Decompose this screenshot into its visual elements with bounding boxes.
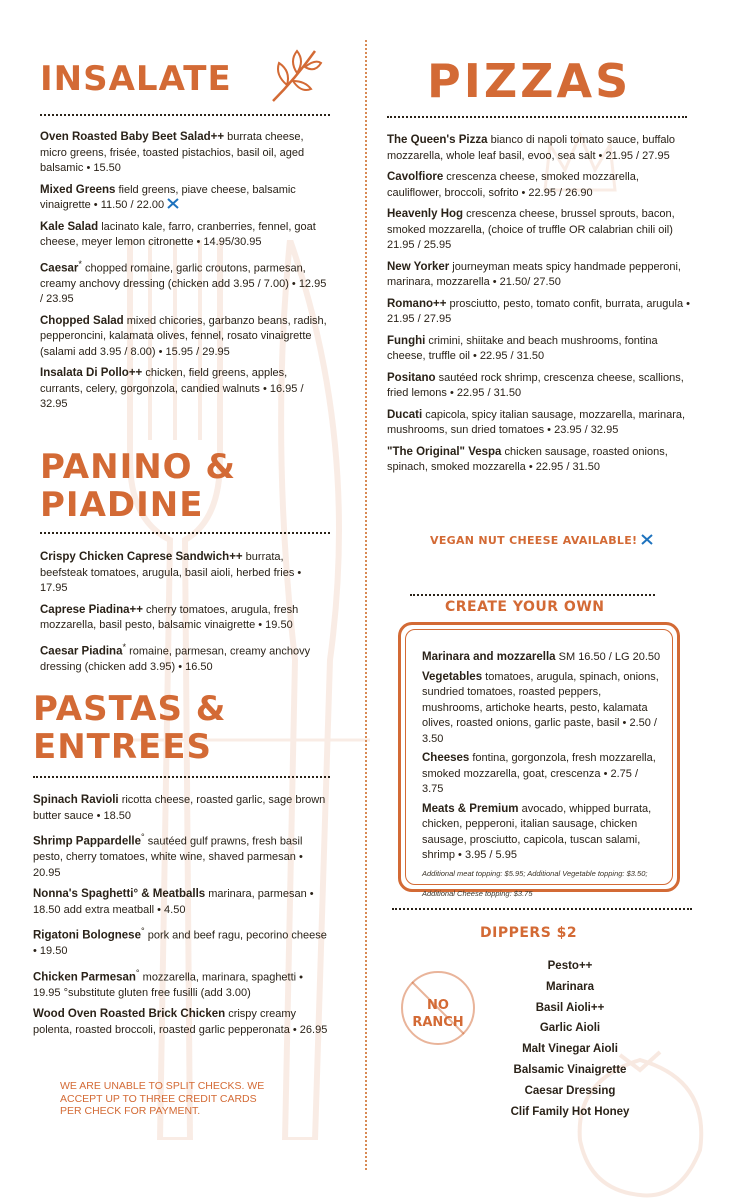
vegan-fork-knife-icon [641,534,653,545]
title-line: PASTAS & [33,689,227,729]
dipper-item: Basil Aioli++ [535,1001,605,1014]
title-line: PANINO & [40,447,237,487]
pizzas-list [387,133,692,482]
menu-item: Shrimp Pappardelle° sautéed gulf prawns, fresh basil pesto, cherry tomatoes, white wine, shaved parmesan • 20.95 [33,832,303,879]
title-line: ENTREES [33,727,212,767]
vegan-fork-knife-icon [167,198,179,209]
dipper-item: Clif Family Hot Honey [510,1105,630,1118]
menu-item: Heavenly Hog crescenza cheese, brussel sprouts, bacon, smoked mozzarella, (choice of truffle OR calabrian chili oil) 21.95 / 25.95 [387,208,675,251]
dipper-item: Malt Vinegar Aioli [522,1043,618,1056]
menu-item: Ducati capicola, spicy italian sausage, mozzarella, marinara, mushrooms, sun dried tomatoes • 23.95 / 32.95 [387,408,686,436]
payment-notice: WE ARE UNABLE TO SPLIT CHECKS. WE ACCEPT UP TO THREE CREDIT CARDS PER CHECK FOR PAYMENT. [60,1080,265,1117]
insalate-list [40,130,330,419]
section-title-insalate: INSALATE [40,59,232,99]
menu-item: Positano sautéed rock shrimp, crescenza cheese, scallions, fried lemons • 22.95 / 31.50 [387,371,684,399]
menu-item: The Queen's Pizza bianco di napoli tomato sauce, buffalo mozzarella, whole leaf basil, evoo, sea salt • 21.95 / 27.95 [387,134,676,162]
menu-item: Chicken Parmesan° mozzarella, marinara, spaghetti • 19.95 °substitute gluten free fusilli (add 3.00) [33,967,304,999]
column-divider [365,40,367,1170]
menu-item: Spinach Ravioli ricotta cheese, roasted garlic, sage brown butter sauce • 18.50 [33,794,326,822]
title-line: PIADINE [40,485,204,525]
menu-item: Meats & Premium avocado, whipped burrata, chicken, pepperoni, italian sausage, chicken sausage, prosciutto, capicola, tuscan salami, shrimp • 3.95 / 5.95 [422,802,652,861]
dipper-item: Caesar Dressing [524,1084,616,1097]
section-title-create: CREATE YOUR OWN [445,599,605,615]
dipper-item: Garlic Aioli [539,1022,601,1035]
menu-item: Nonna's Spaghetti° & Meatballs marinara, parmesan • 18.50 add extra meatball • 4.50 [33,888,314,916]
dipper-item: Pesto++ [547,960,593,972]
section-title-panino [40,448,236,524]
dippers-list [495,956,645,1122]
section-divider [410,594,655,596]
herb-icon [265,45,325,105]
section-divider [40,114,330,116]
menu-item: Insalata Di Pollo++ chicken, field greens, apples, currants, celery, gorgonzola, candied walnuts • 16.95 / 32.95 [40,367,304,411]
menu-item: Rigatoni Bolognese° pork and beef ragu, pecorino cheese • 19.50 [33,926,327,958]
menu-item: Caprese Piadina++ cherry tomatoes, arugula, fresh mozzarella, basil pesto, balsamic vinaigrette • 19.50 [40,603,299,631]
menu-item: Kale Salad lacinato kale, farro, cranberries, fennel, goat cheese, meyer lemon citronette • 14.95/30.95 [40,220,316,248]
menu-item: "The Original" Vespa chicken sausage, roasted onions, spinach, smoked mozzarella • 22.95 / 31.50 [387,445,668,473]
topping-note: Additional Cheese topping: $3.75 [422,888,533,898]
menu-item: Caesar* chopped romaine, garlic croutons, parmesan, creamy anchovy dressing (chicken add 3.95 / 7.00) • 12.95 / 23.95 [40,258,327,306]
vegan-note: VEGAN NUT CHEESE AVAILABLE! [430,534,653,547]
menu-item: Oven Roasted Baby Beet Salad++ burrata cheese, micro greens, frisée, toasted pistachios, basil oil, aged balsamic • 15.50 [40,131,305,174]
menu-item: Marinara and mozzarella SM 16.50 / LG 20.50 [422,651,661,663]
section-title-dippers: DIPPERS $2 [480,925,578,941]
menu-item: Romano++ prosciutto, pesto, tomato confit, burrata, arugula • 21.95 / 27.95 [387,297,690,325]
section-title-pastas [33,690,226,766]
section-title-pizzas: PIZZAS [427,54,632,108]
section-divider [387,116,687,118]
no-ranch-line: RANCH [412,1015,464,1030]
menu-item: New Yorker journeyman meats spicy handmade pepperoni, marinara, mozzarella • 21.50/ 27.50 [387,260,681,288]
section-divider [392,908,692,910]
menu-item: Funghi crimini, shiitake and beach mushrooms, fontina cheese, truffle oil • 22.95 / 31.50 [387,334,658,362]
menu-item: Crispy Chicken Caprese Sandwich++ burrata, beefsteak tomatoes, arugula, basil aioli, herbed fries • 17.95 [40,551,302,594]
menu-item: Vegetables tomatoes, arugula, spinach, onions, sundried tomatoes, roasted peppers, mushrooms, artichoke hearts, pesto, kalamata olives, roasted onions, garlic paste, basil • 2.50 / 3.50 [422,670,659,745]
menu-item: Cavolfiore crescenza cheese, smoked mozzarella, cauliflower, broccoli, sofrito • 22.95 / 26.90 [387,171,639,199]
panino-list [40,550,330,681]
section-divider [33,776,330,778]
no-ranch-label [398,997,478,1031]
menu-item: Chopped Salad mixed chicories, garbanzo beans, radish, pepperoncini, kalamata olives, fennel, rosato vinaigrette (salami add 3.95 / 8.00) • 15.95 / 29.95 [40,314,327,358]
no-ranch-line: NO [427,998,449,1013]
menu-item: Caesar Piadina* romaine, parmesan, creamy anchovy dressing (chicken add 3.95) • 16.50 [40,641,311,673]
menu-item: Mixed Greens field greens, piave cheese, balsamic vinaigrette • 11.50 / 22.00 [40,183,296,211]
dipper-item: Marinara [546,980,594,993]
pastas-list [33,793,330,1044]
topping-note: Additional meat topping: $5.95; Additional Vegetable topping: $3.50; [422,868,648,878]
create-your-own-box [398,622,680,898]
create-inner-border [405,629,673,898]
dipper-item: Balsamic Vinaigrette [513,1063,627,1076]
menu-item: Wood Oven Roasted Brick Chicken crispy creamy polenta, roasted broccoli, roasted garlic pepperonata • 26.95 [33,1008,328,1036]
section-divider [40,532,330,534]
menu-item: Cheeses fontina, gorgonzola, fresh mozzarella, smoked mozzarella, goat, crescenza • 2.75 / 3.75 [422,752,656,795]
